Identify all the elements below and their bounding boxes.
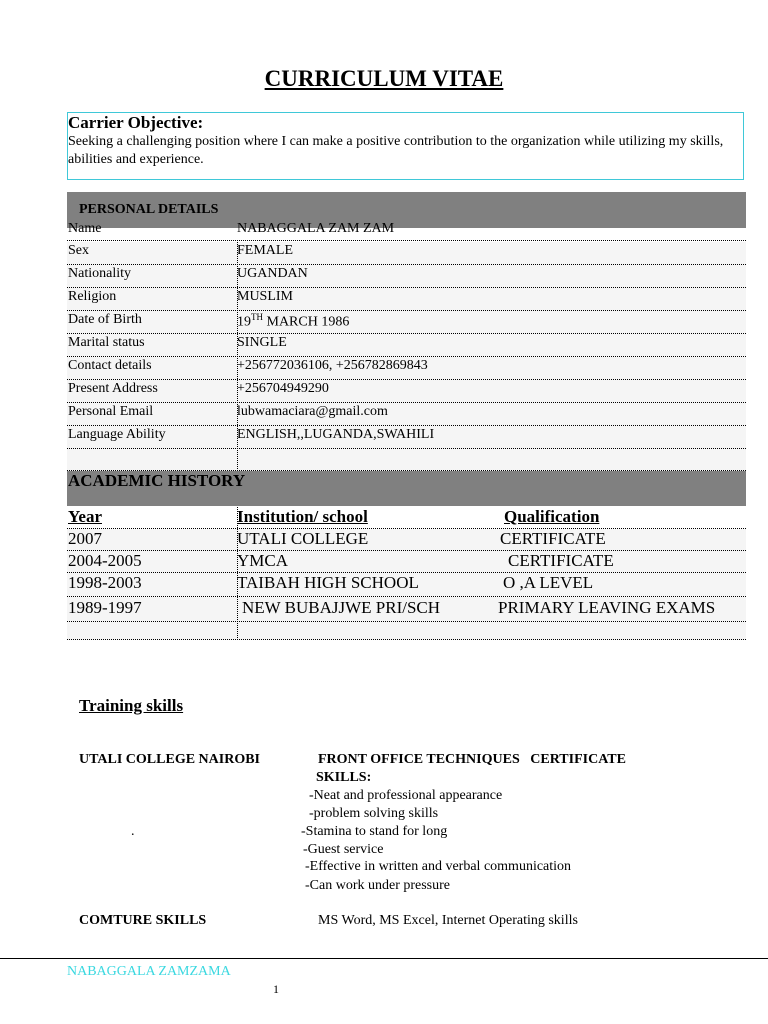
academic-qualification: PRIMARY LEAVING EXAMS	[498, 598, 716, 617]
academic-year: 2004-2005	[68, 551, 142, 570]
academic-year: 2007	[68, 529, 102, 548]
academic-header-row	[67, 507, 746, 529]
academic-row-empty	[67, 622, 746, 640]
detail-label: Contact details	[68, 358, 152, 373]
detail-row-religion	[67, 288, 746, 311]
detail-value: +256704949290	[237, 381, 329, 396]
detail-value: FEMALE	[237, 243, 293, 258]
academic-row	[67, 529, 746, 551]
detail-value: NABAGGALA ZAM ZAM	[237, 221, 395, 236]
detail-row-contact	[67, 357, 746, 380]
detail-row-address	[67, 380, 746, 403]
detail-row-email	[67, 403, 746, 426]
detail-label: Nationality	[68, 266, 131, 281]
academic-institution: TAIBAH HIGH SCHOOL	[237, 573, 419, 592]
academic-institution: UTALI COLLEGE	[237, 529, 369, 548]
detail-row-language	[67, 426, 746, 449]
stray-dot: .	[131, 824, 135, 839]
detail-label: Sex	[68, 243, 89, 258]
academic-row	[67, 597, 746, 622]
institution-header: Institution/ school	[237, 507, 368, 526]
detail-label: Personal Email	[68, 404, 154, 419]
document-title: CURRICULUM VITAE	[264, 66, 504, 91]
column-divider	[237, 242, 238, 471]
detail-row-empty	[67, 449, 746, 471]
footer-name: NABAGGALA ZAMZAMA	[67, 964, 231, 979]
dob-rest: MARCH 1986	[263, 314, 350, 330]
detail-row-marital	[67, 334, 746, 357]
detail-label: Marital status	[68, 335, 145, 350]
qualification-header: Qualification	[504, 507, 600, 526]
objective-text: Seeking a challenging position where I can make a positive contribution to the organization while utilizing my skills, abilities and experience.	[68, 134, 724, 167]
detail-value: +256772036106, +256782869843	[237, 358, 428, 373]
detail-value: MUSLIM	[237, 289, 294, 304]
academic-year: 1998-2003	[68, 573, 142, 592]
detail-row-nationality	[67, 265, 746, 288]
detail-row-dob	[67, 311, 746, 334]
skill-item: -Stamina to stand for long	[301, 824, 448, 839]
academic-institution: YMCA	[237, 551, 289, 570]
training-heading: Training skills	[79, 696, 184, 715]
skills-label: SKILLS:	[316, 770, 372, 785]
detail-value	[237, 312, 349, 331]
detail-value: SINGLE	[237, 335, 287, 350]
detail-label: Religion	[68, 289, 117, 304]
detail-value: lubwamaciara@gmail.com	[237, 404, 388, 419]
training-institution: UTALI COLLEGE NAIROBI	[79, 752, 261, 767]
detail-label: Present Address	[68, 381, 158, 396]
dob-day: 19	[237, 314, 251, 330]
detail-value: UGANDAN	[237, 266, 308, 281]
academic-year: 1989-1997	[68, 598, 142, 617]
year-header: Year	[68, 507, 102, 526]
detail-label: Name	[68, 221, 102, 236]
column-divider	[237, 507, 238, 640]
detail-label: Date of Birth	[68, 312, 142, 327]
training-course: FRONT OFFICE TECHNIQUES CERTIFICATE	[318, 752, 626, 767]
dob-suffix: TH	[251, 312, 263, 322]
footer-divider	[0, 958, 768, 959]
academic-institution: NEW BUBAJJWE PRI/SCH	[242, 598, 441, 617]
detail-row-name	[67, 221, 746, 241]
detail-value: ENGLISH,,LUGANDA,SWAHILI	[237, 427, 435, 442]
skill-item: -Guest service	[303, 842, 384, 857]
computer-skills-value: MS Word, MS Excel, Internet Operating skills	[318, 913, 578, 928]
detail-row-sex	[67, 242, 746, 265]
academic-qualification: CERTIFICATE	[508, 551, 614, 570]
skill-item: -Can work under pressure	[305, 878, 451, 893]
academic-history-heading: ACADEMIC HISTORY	[68, 471, 246, 490]
skill-item: -problem solving skills	[309, 806, 439, 821]
academic-row	[67, 573, 746, 597]
academic-qualification: O ,A LEVEL	[503, 573, 594, 592]
computer-skills-label: COMTURE SKILLS	[79, 913, 207, 928]
skill-item: -Neat and professional appearance	[309, 788, 503, 803]
objective-heading: Carrier Objective:	[68, 113, 204, 132]
academic-qualification: CERTIFICATE	[500, 529, 606, 548]
page-number: 1	[273, 982, 279, 996]
personal-details-heading: PERSONAL DETAILS	[79, 202, 219, 217]
academic-row	[67, 551, 746, 573]
detail-label: Language Ability	[68, 427, 166, 442]
skill-item: -Effective in written and verbal communication	[305, 859, 572, 874]
